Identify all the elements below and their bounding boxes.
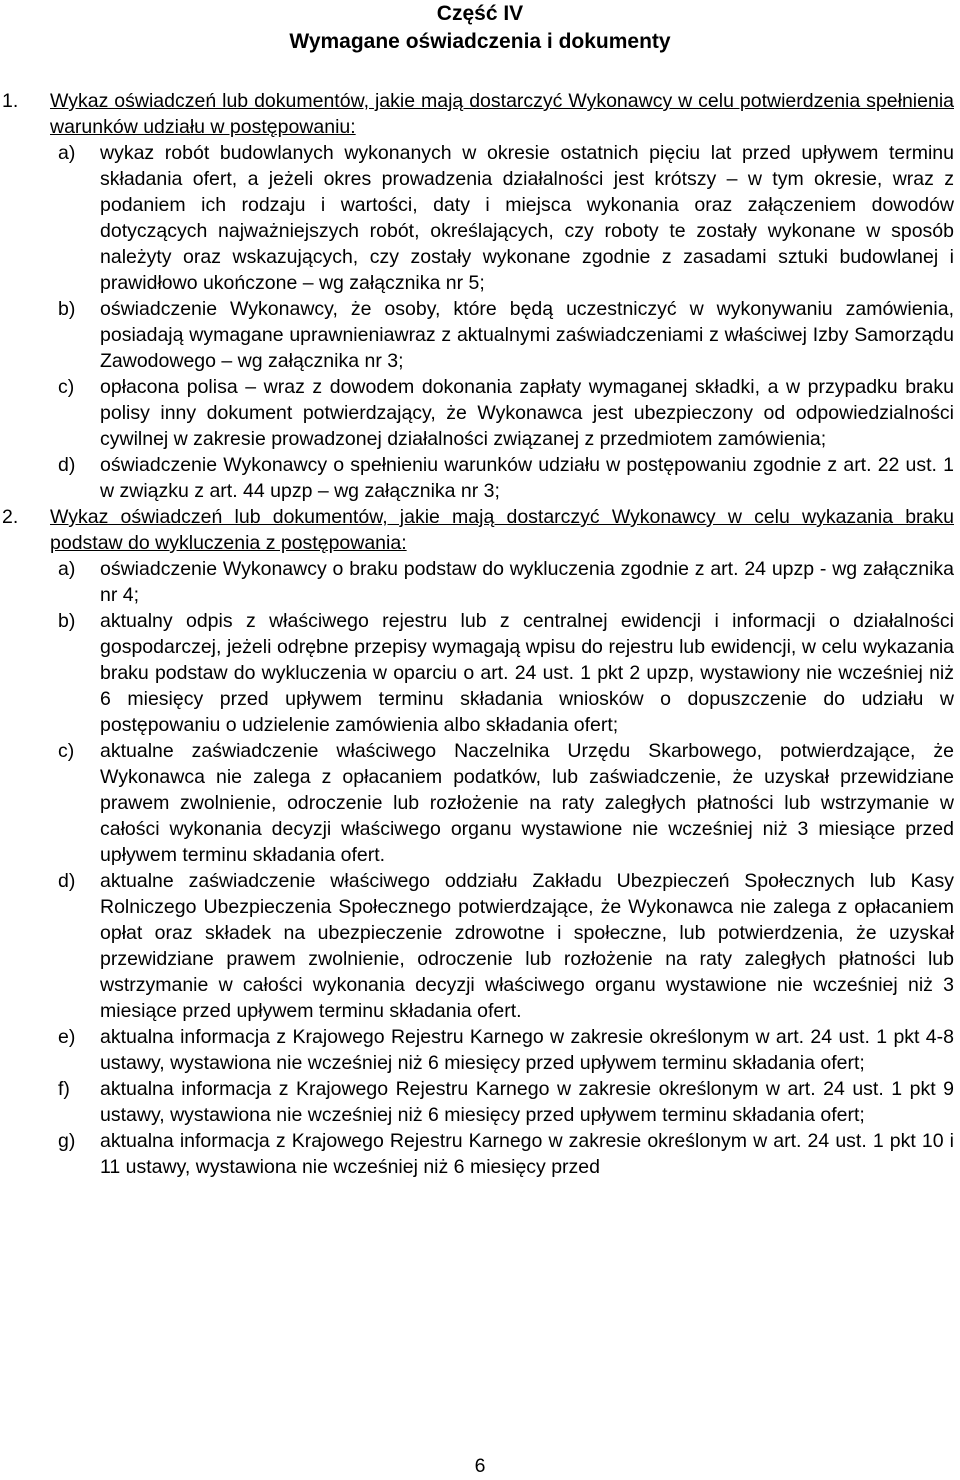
list-item [8, 1128, 954, 1180]
item-label: g) [58, 1130, 76, 1152]
item-label: c) [58, 376, 75, 398]
item-text: aktualny odpis z właściwego rejestru lub z centralnej ewidencji i informacji o działalności gospodarczej, jeżeli odrębne przepisy wymagają wpisu do rejestru lub ewidencji, w celu wykazania braku podstaw do wykluczenia w oparciu o art. 24 ust. 1 pkt 2 upzp, wystawiony nie wcześniej niż 6 miesięcy przed upływem terminu składania wniosków o dopuszczenie do udziału w postępowaniu o udzielenie zamówienia albo składania ofert; [100, 610, 954, 736]
list-item [8, 1076, 954, 1128]
item-label: a) [58, 142, 76, 164]
item-text: aktualne zaświadczenie właściwego Naczelnika Urzędu Skarbowego, potwierdzające, że Wykonawca nie zalega z opłacaniem podatków, lub zaświadczenie, że uzyskał przewidziane prawem zwolnienie, odroczenie lub rozłożenie na raty zaległych płatności lub wstrzymanie w całości wykonania decyzji właściwego organu wystawione nie wcześniej niż 3 miesiące przed upływem terminu składania ofert. [100, 740, 954, 866]
item-label: b) [58, 298, 76, 320]
section-intro: Wykaz oświadczeń lub dokumentów, jakie mają dostarczyć Wykonawcy w celu wykazania braku podstaw do wykluczenia z postępowania: [50, 506, 954, 554]
item-text: oświadczenie Wykonawcy, że osoby, które będą uczestniczyć w wykonywaniu zamówienia, posiadają wymagane uprawnieniawraz z aktualnymi zaświadczeniami z właściwej Izby Samorządu Zawodowego – wg załącznika nr 3; [100, 298, 954, 372]
item-text: oświadczenie Wykonawcy o braku podstaw do wykluczenia zgodnie z art. 24 upzp - wg załącznika nr 4; [100, 558, 954, 606]
list-item [8, 296, 954, 374]
list-item [8, 1024, 954, 1076]
section-number: 1. [2, 90, 19, 112]
section-2 [0, 504, 954, 1180]
item-text: aktualna informacja z Krajowego Rejestru Karnego w zakresie określonym w art. 24 ust. 1 pkt 9 ustawy, wystawiona nie wcześniej niż 6 miesięcy przed upływem terminu składania ofert; [100, 1078, 954, 1126]
page-number: 6 [474, 1455, 486, 1477]
item-text: aktualna informacja z Krajowego Rejestru Karnego w zakresie określonym w art. 24 ust. 1 pkt 4-8 ustawy, wystawiona nie wcześniej niż 6 miesięcy przed upływem terminu składania ofert; [100, 1026, 954, 1074]
section-1 [0, 88, 954, 504]
item-label: f) [58, 1078, 70, 1100]
list-item [8, 556, 954, 608]
part-title: Część IV [436, 2, 524, 25]
list-item [8, 608, 954, 738]
document-body [0, 88, 954, 1180]
list-item [8, 374, 954, 452]
section-intro: Wykaz oświadczeń lub dokumentów, jakie mają dostarczyć Wykonawcy w celu potwierdzenia spełnienia warunków udziału w postępowaniu: [50, 90, 954, 138]
item-text: oświadczenie Wykonawcy o spełnieniu warunków udziału w postępowaniu zgodnie z art. 22 ust. 1 w związku z art. 44 upzp – wg załącznika nr 3; [100, 454, 954, 502]
section-heading: Wymagane oświadczenia i dokumenty [289, 30, 671, 53]
list-item [8, 140, 954, 296]
item-text: opłacona polisa – wraz z dowodem dokonania zapłaty wymaganej składki, a w przypadku braku polisy inny dokument potwierdzający, że Wykonawca jest ubezpieczony od odpowiedzialności cywilnej w zakresie prowadzonej działalności związanej z przedmiotem zamówienia; [100, 376, 954, 450]
item-label: d) [58, 454, 76, 476]
item-label: e) [58, 1026, 76, 1048]
item-text: wykaz robót budowlanych wykonanych w okresie ostatnich pięciu lat przed upływem terminu składania ofert, a jeżeli okres prowadzenia działalności jest krótszy – w tym okresie, wraz z podaniem ich rodzaju i wartości, daty i miejsca wykonania oraz załączeniem dowodów dotyczących najważniejszych robót, określających, czy roboty te zostały wykonane w sposób należyty oraz wskazujących, czy zostały wykonane zgodnie z zasadami sztuki budowlanej i prawidłowo ukończone – wg załącznika nr 5; [100, 142, 954, 294]
item-text: aktualne zaświadczenie właściwego oddziału Zakładu Ubezpieczeń Społecznych lub Kasy Rolniczego Ubezpieczenia Społecznego potwierdzające, że Wykonawca nie zalega z opłacaniem opłat oraz składek na ubezpieczenie zdrowotne i społeczne, lub potwierdzenia, że uzyskał przewidziane prawem zwolnienie, odroczenie lub rozłożenie na raty zaległych płatności lub wstrzymanie w całości wykonania decyzji właściwego organu wystawione nie wcześniej niż 3 miesiące przed upływem terminu składania ofert. [100, 870, 954, 1022]
item-label: d) [58, 870, 76, 892]
section-number: 2. [2, 506, 19, 528]
item-label: b) [58, 610, 76, 632]
item-text: aktualna informacja z Krajowego Rejestru Karnego w zakresie określonym w art. 24 ust. 1 pkt 10 i 11 ustawy, wystawiona nie wcześniej niż 6 miesięcy przed [100, 1130, 954, 1178]
list-item [8, 868, 954, 1024]
item-label: a) [58, 558, 76, 580]
item-label: c) [58, 740, 75, 762]
list-item [8, 738, 954, 868]
list-item [8, 452, 954, 504]
